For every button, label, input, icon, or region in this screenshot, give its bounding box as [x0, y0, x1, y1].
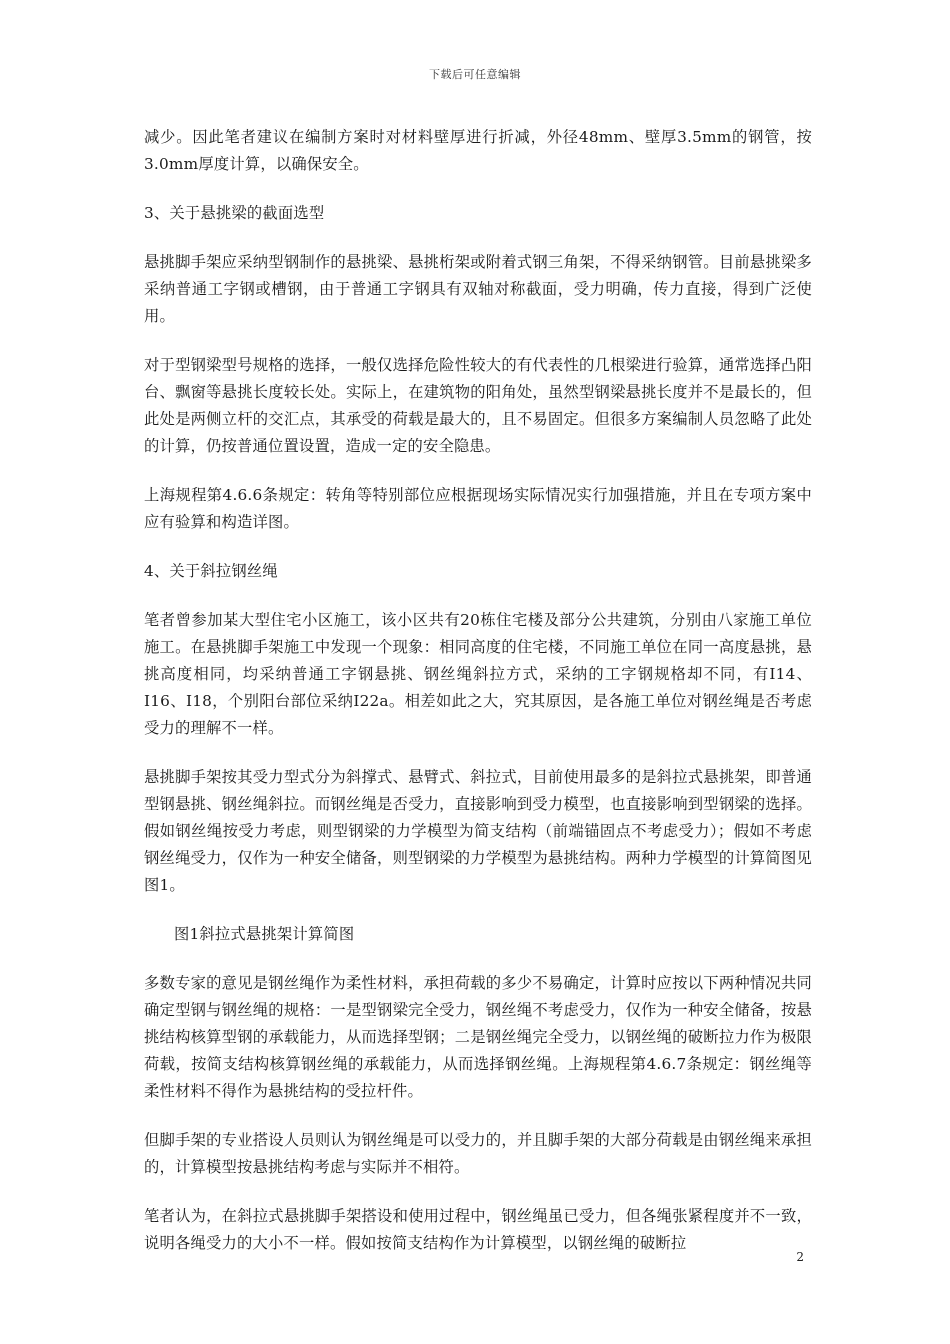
paragraph-6: 悬挑脚手架按其受力型式分为斜撑式、悬臂式、斜拉式，目前使用最多的是斜拉式悬挑架，即普通型钢悬挑、钢丝绳斜拉。而钢丝绳是否受力，直接影响到受力模型，也直接影响到型钢梁的选择。假如钢丝绳按受力考虑，则型钢梁的力学模型为简支结构（前端锚固点不考虑受力）；假如不考虑钢丝绳受力，仅作为一种安全储备，则型钢梁的力学模型为悬挑结构。两种力学模型的计算简图见图1。	[144, 768, 812, 894]
paragraph-2: 悬挑脚手架应采纳型钢制作的悬挑梁、悬挑桁架或附着式钢三角架，不得采纳钢管。目前悬挑梁多采纳普通工字钢或槽钢，由于普通工字钢具有双轴对称截面，受力明确，传力直接，得到广泛使用。	[144, 253, 812, 325]
paragraph-1: 减少。因此笔者建议在编制方案时对材料壁厚进行折减，外径48mm、壁厚3.5mm的钢管，按3.0mm厚度计算，以确保安全。	[144, 128, 812, 173]
section-heading-3: 3、关于悬挑梁的截面选型	[144, 204, 325, 222]
figure-caption: 图1斜拉式悬挑架计算简图	[174, 925, 355, 943]
paragraph-5: 笔者曾参加某大型住宅小区施工，该小区共有20栋住宅楼及部分公共建筑，分别由八家施工单位施工。在悬挑脚手架施工中发现一个现象：相同高度的住宅楼，不同施工单位在同一高度悬挑，悬挑高度相同，均采纳普通工字钢悬挑、钢丝绳斜拉方式，采纳的工字钢规格却不同，有I14、I16、I18，个别阳台部位采纳I22a。相差如此之大，究其原因，是各施工单位对钢丝绳是否考虑受力的理解不一样。	[144, 611, 812, 737]
document-body	[144, 124, 812, 1279]
page-header: 下载后可任意编辑	[429, 68, 521, 81]
paragraph-7: 多数专家的意见是钢丝绳作为柔性材料，承担荷载的多少不易确定，计算时应按以下两种情况共同确定型钢与钢丝绳的规格：一是型钢梁完全受力，钢丝绳不考虑受力，仅作为一种安全储备，按悬挑结构核算型钢的承载能力，从而选择型钢；二是钢丝绳完全受力，以钢丝绳的破断拉力作为极限荷载，按简支结构核算钢丝绳的承载能力，从而选择钢丝绳。上海规程第4.6.7条规定：钢丝绳等柔性材料不得作为悬挑结构的受拉杆件。	[144, 974, 812, 1100]
section-heading-4: 4、关于斜拉钢丝绳	[144, 562, 278, 580]
paragraph-8: 但脚手架的专业搭设人员则认为钢丝绳是可以受力的，并且脚手架的大部分荷载是由钢丝绳来承担的，计算模型按悬挑结构考虑与实际并不相符。	[144, 1131, 812, 1176]
paragraph-3: 对于型钢梁型号规格的选择，一般仅选择危险性较大的有代表性的几根梁进行验算，通常选择凸阳台、飘窗等悬挑长度较长处。实际上，在建筑物的阳角处，虽然型钢梁悬挑长度并不是最长的，但此处是两侧立杆的交汇点，其承受的荷载是最大的，且不易固定。但很多方案编制人员忽略了此处的计算，仍按普通位置设置，造成一定的安全隐患。	[144, 356, 812, 455]
paragraph-9: 笔者认为，在斜拉式悬挑脚手架搭设和使用过程中，钢丝绳虽已受力，但各绳张紧程度并不一致，说明各绳受力的大小不一样。假如按简支结构作为计算模型，以钢丝绳的破断拉	[144, 1207, 812, 1252]
page-number: 2	[796, 1250, 804, 1264]
paragraph-4: 上海规程第4.6.6条规定：转角等特别部位应根据现场实际情况实行加强措施，并且在专项方案中应有验算和构造详图。	[144, 486, 812, 531]
